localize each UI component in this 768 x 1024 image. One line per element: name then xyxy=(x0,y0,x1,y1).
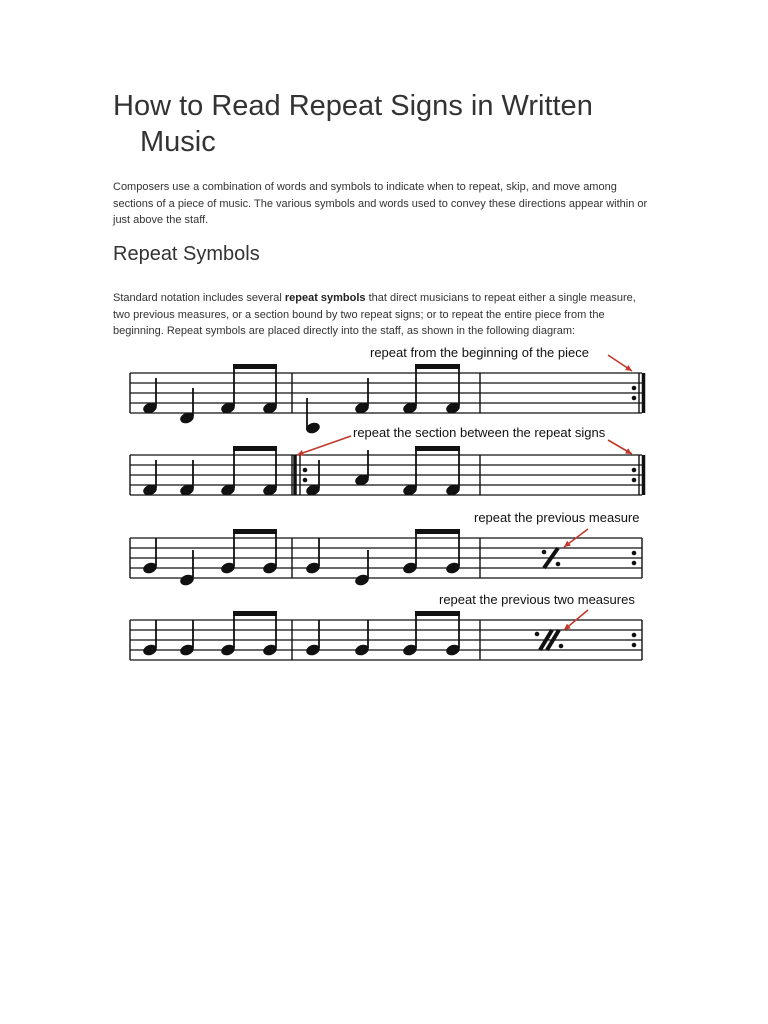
note-beam xyxy=(233,529,277,534)
repeat-dot xyxy=(632,386,637,391)
note-beam xyxy=(415,364,460,369)
repeat-dot xyxy=(632,468,637,473)
section-heading: Repeat Symbols xyxy=(113,243,260,265)
diagram-label: repeat the previous two measures xyxy=(439,592,635,607)
repeat-dot xyxy=(632,478,637,483)
diagram-label: repeat from the beginning of the piece xyxy=(370,345,589,360)
repeat-dot xyxy=(632,633,637,638)
note-beam xyxy=(415,611,460,616)
repeat-dot xyxy=(542,550,547,555)
repeat-dot xyxy=(559,644,564,649)
diagram-label: repeat the previous measure xyxy=(474,510,640,525)
note-beam xyxy=(233,611,277,616)
repeat-symbols-term: repeat symbols xyxy=(284,292,366,304)
repeat-dot xyxy=(303,478,308,483)
standard-notation-paragraph xyxy=(113,290,653,340)
note-beam xyxy=(233,446,277,451)
paragraph-text-after: that direct musicians to repeat either a single measure, two previous measures, or a section bound by two repeat signs; or to repeat the entire piece from the beginning. Repeat symbols are placed directly into the staff, as shown in the following diagram: xyxy=(113,292,636,337)
title-line-2: Music xyxy=(140,126,216,158)
note-beam xyxy=(233,364,277,369)
note-beam xyxy=(415,446,460,451)
note-beam xyxy=(415,529,460,534)
repeat-dot xyxy=(556,562,561,567)
repeat-symbols-diagram xyxy=(120,340,650,676)
label-arrow xyxy=(297,436,351,455)
arrow-head xyxy=(297,450,304,456)
intro-paragraph: Composers use a combination of words and symbols to indicate when to repeat, skip, and move among sections of a piece of music. The various symbols and words used to convey these directions appear within or just above the staff. xyxy=(113,181,648,226)
repeat-dot xyxy=(632,643,637,648)
repeat-dot xyxy=(632,396,637,401)
repeat-dot xyxy=(632,561,637,566)
repeat-dot xyxy=(632,551,637,556)
paragraph-text-before: Standard notation includes several xyxy=(113,292,285,304)
diagram-label: repeat the section between the repeat signs xyxy=(353,425,606,440)
title-line-1: How to Read Repeat Signs in Written xyxy=(113,90,593,122)
page-title xyxy=(113,88,673,160)
repeat-dot xyxy=(535,632,540,637)
repeat-dot xyxy=(303,468,308,473)
